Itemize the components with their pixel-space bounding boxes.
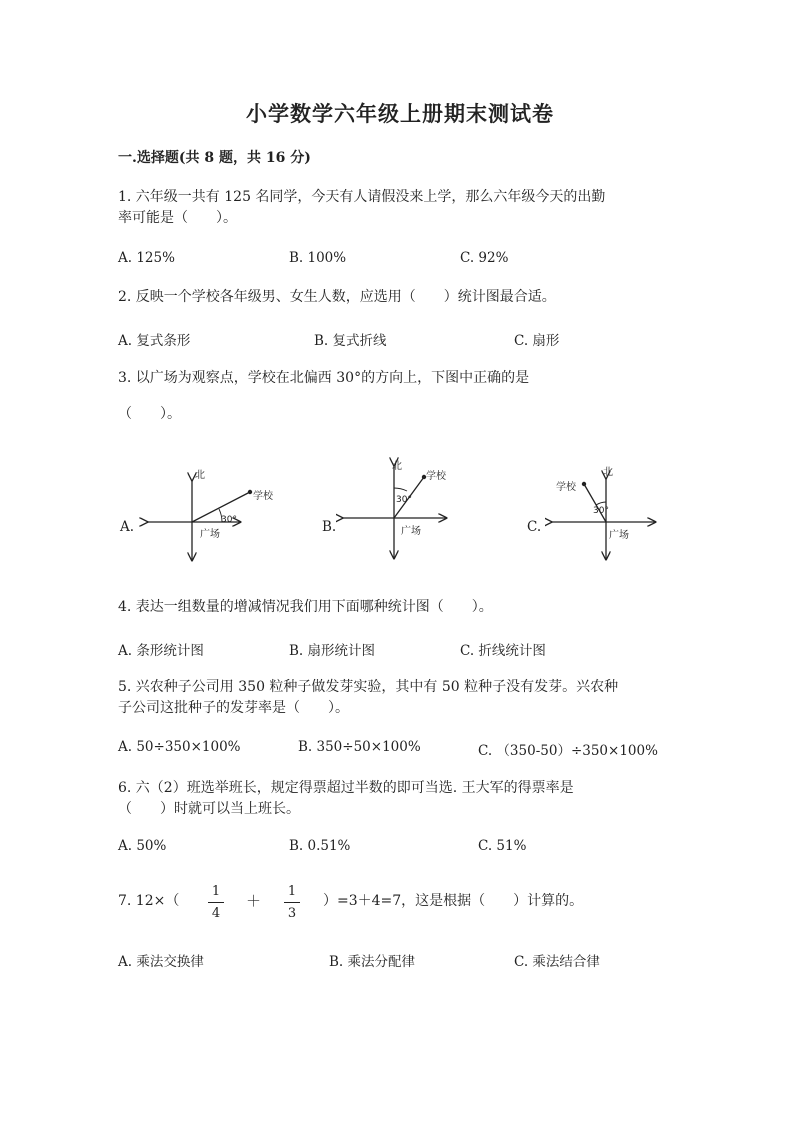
north-label: 北 [603,467,613,478]
q3-option-c[interactable]: C. [527,519,542,535]
q3-option-a[interactable]: A. [120,519,135,535]
q1-option-a[interactable]: A. 125% [118,250,175,266]
fraction-denominator: 3 [287,906,297,921]
question-3-line-2: （ ）。 [118,406,181,422]
school-label: 学校 [253,491,273,502]
q5-option-c[interactable]: C. （350-50）÷350×100% [478,743,658,759]
q6-option-b[interactable]: B. 0.51% [289,838,351,854]
compass-diagram-b [336,455,506,565]
question-4-line-1: 4. 表达一组数量的增减情况我们用下面哪种统计图（ ）。 [118,599,493,615]
question-7-line-start: 7. 12×（ [118,893,180,909]
fraction-numerator: 1 [287,884,297,899]
q4-option-c[interactable]: C. 折线统计图 [460,643,546,659]
compass-diagram-c [545,463,685,563]
compass-diagram-a [135,465,305,565]
question-5-line-1: 5. 兴农种子公司用 350 粒种子做发芽实验，其中有 50 粒种子没有发芽。兴农种 [118,679,619,695]
school-label: 学校 [556,482,576,493]
question-1-line-2: 率可能是（ ）。 [118,210,237,226]
q4-option-b[interactable]: B. 扇形统计图 [289,643,376,659]
angle-label: 30° [221,515,237,525]
q6-option-c[interactable]: C. 51% [478,838,527,854]
plus-sign: ＋ [246,892,262,910]
q1-option-c[interactable]: C. 92% [460,250,509,266]
page-title: 小学数学六年级上册期末测试卷 [246,101,554,126]
question-5-line-2: 子公司这批种子的发芽率是（ ）。 [118,700,349,716]
square-label: 广场 [401,526,421,537]
angle-label: 30° [396,495,412,505]
q3-option-b[interactable]: B. [322,519,337,535]
q5-option-b[interactable]: B. 350÷50×100% [298,739,421,755]
angle-label: 30° [593,506,609,516]
question-7-line-end: ）=3＋4=7，这是根据（ ）计算的。 [323,893,584,909]
q2-option-b[interactable]: B. 复式折线 [314,333,387,349]
q2-option-c[interactable]: C. 扇形 [514,333,560,349]
fraction-one-quarter [206,884,226,921]
section-heading: 一.选择题(共 8 题，共 16 分) [118,150,311,166]
question-6-line-2: （ ）时就可以当上班长。 [118,801,300,817]
question-6-line-1: 6. 六（2）班选举班长，规定得票超过半数的即可当选. 王大军的得票率是 [118,780,574,796]
question-3-line-1: 3. 以广场为观察点，学校在北偏西 30°的方向上，下图中正确的是 [118,370,530,386]
question-2-line-1: 2. 反映一个学校各年级男、女生人数，应选用（ ）统计图最合适。 [118,289,556,305]
fraction-one-third [282,884,302,921]
school-label: 学校 [426,471,446,482]
q5-option-a[interactable]: A. 50÷350×100% [118,739,241,755]
north-label: 北 [195,470,205,481]
q6-option-a[interactable]: A. 50% [118,838,167,854]
direction-ray [584,484,606,522]
q1-option-b[interactable]: B. 100% [289,250,347,266]
fraction-denominator: 4 [211,906,221,921]
q7-option-a[interactable]: A. 乘法交换律 [118,954,204,970]
square-label: 广场 [200,529,220,540]
q2-option-a[interactable]: A. 复式条形 [118,333,191,349]
q7-option-c[interactable]: C. 乘法结合律 [514,954,600,970]
q7-option-b[interactable]: B. 乘法分配律 [329,954,416,970]
north-label: 北 [392,461,402,472]
fraction-numerator: 1 [211,884,221,899]
q4-option-a[interactable]: A. 条形统计图 [118,643,204,659]
question-1-line-1: 1. 六年级一共有 125 名同学，今天有人请假没来上学，那么六年级今天的出勤 [118,189,606,205]
square-label: 广场 [609,530,629,541]
